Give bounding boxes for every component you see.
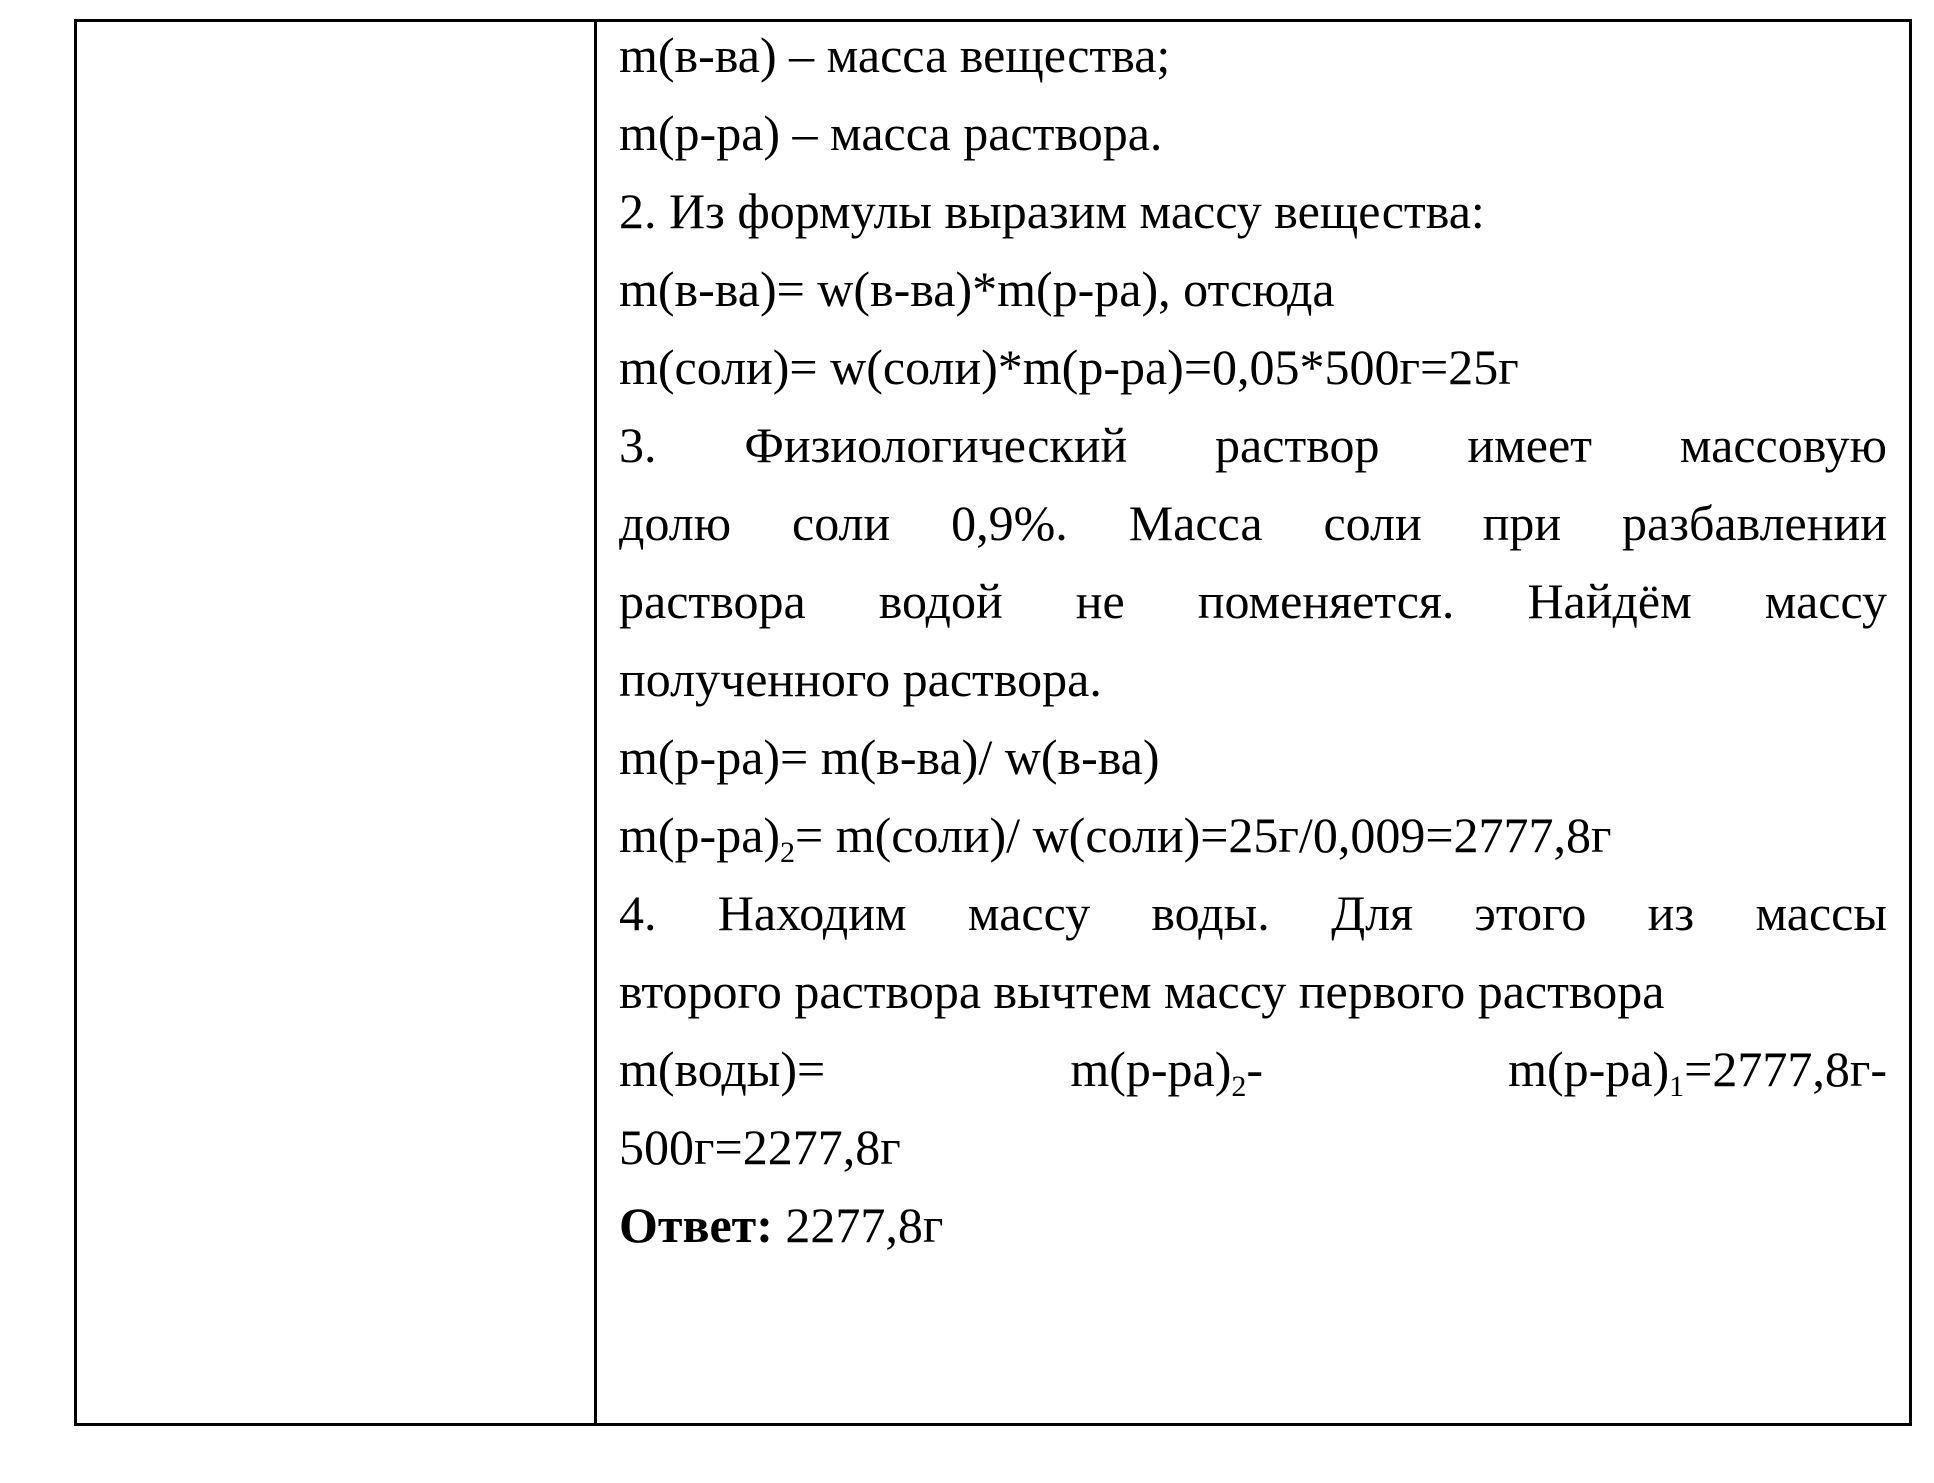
- word: водой: [878, 573, 1003, 629]
- water-term-2: [1070, 1030, 1263, 1108]
- word: 3.: [619, 417, 657, 473]
- step-3-line-1: [619, 406, 1887, 484]
- word: при: [1482, 495, 1562, 551]
- answer-line: [619, 1186, 1887, 1264]
- word: 4.: [619, 885, 657, 941]
- subscript: 2: [1231, 1070, 1247, 1103]
- word: массы: [1755, 885, 1887, 941]
- term-tail: -: [1246, 1041, 1264, 1097]
- water-term-3: [1508, 1030, 1887, 1108]
- step-4-line-1: [619, 874, 1887, 952]
- formula-salt-calculation: m(соли)= w(соли)*m(р-ра)=0,05*500г=25г: [619, 339, 1519, 395]
- step-3-line-3: [619, 562, 1887, 640]
- step-4-line-2: второго раствора вычтем массу первого раствора: [619, 963, 1665, 1019]
- formula-rhs: = m(соли)/ w(соли)=25г/0,009=2777,8г: [795, 807, 1612, 863]
- word: этого: [1474, 885, 1587, 941]
- word: разбавлении: [1622, 495, 1887, 551]
- subscript: 2: [780, 836, 796, 869]
- word: Найдём: [1527, 573, 1692, 629]
- word: массу: [1764, 573, 1887, 629]
- solution-cell: [619, 16, 1887, 1264]
- definition-mass-solution: m(р-ра) – масса раствора.: [619, 105, 1163, 161]
- column-divider: [594, 19, 597, 1426]
- word: соли: [1323, 495, 1422, 551]
- step-3-line-4: полученного раствора.: [619, 651, 1102, 707]
- word: массу: [967, 885, 1091, 941]
- word: не: [1075, 573, 1125, 629]
- step-3-line-2: [619, 484, 1887, 562]
- term-tail: =2777,8г-: [1684, 1041, 1887, 1097]
- word: раствора: [619, 573, 806, 629]
- word: Масса: [1128, 495, 1263, 551]
- word: долю: [619, 495, 732, 551]
- definition-mass-substance: m(в-ва) – масса вещества;: [619, 27, 1171, 83]
- word: Находим: [717, 885, 907, 941]
- water-term-1: m(воды)=: [619, 1041, 826, 1097]
- subscript: 1: [1669, 1070, 1685, 1103]
- word: имеет: [1467, 417, 1593, 473]
- word: поменяется.: [1197, 573, 1455, 629]
- word: Физиологический: [744, 417, 1128, 473]
- formula-lhs: m(р-ра): [619, 807, 781, 863]
- term-main: m(р-ра): [1070, 1041, 1232, 1097]
- word: Для: [1331, 885, 1414, 941]
- word: из: [1647, 885, 1695, 941]
- formula-solution-general: m(р-ра)= m(в-ва)/ w(в-ва): [619, 729, 1160, 785]
- formula-substance-general: m(в-ва)= w(в-ва)*m(р-ра), отсюда: [619, 261, 1335, 317]
- word: воды.: [1151, 885, 1270, 941]
- answer-label: Ответ:: [619, 1197, 773, 1253]
- word: массовую: [1679, 417, 1887, 473]
- formula-solution-2: [619, 796, 1887, 874]
- word: соли: [792, 495, 891, 551]
- word: 0,9%.: [951, 495, 1068, 551]
- answer-value: 2277,8г: [772, 1197, 944, 1253]
- word: раствор: [1215, 417, 1380, 473]
- step-2-intro: 2. Из формулы выразим массу вещества:: [619, 183, 1485, 239]
- formula-water-line-1: [619, 1030, 1887, 1108]
- formula-water-line-2: 500г=2277,8г: [619, 1119, 901, 1175]
- term-main: m(р-ра): [1508, 1041, 1670, 1097]
- left-table-cell: [77, 22, 594, 1423]
